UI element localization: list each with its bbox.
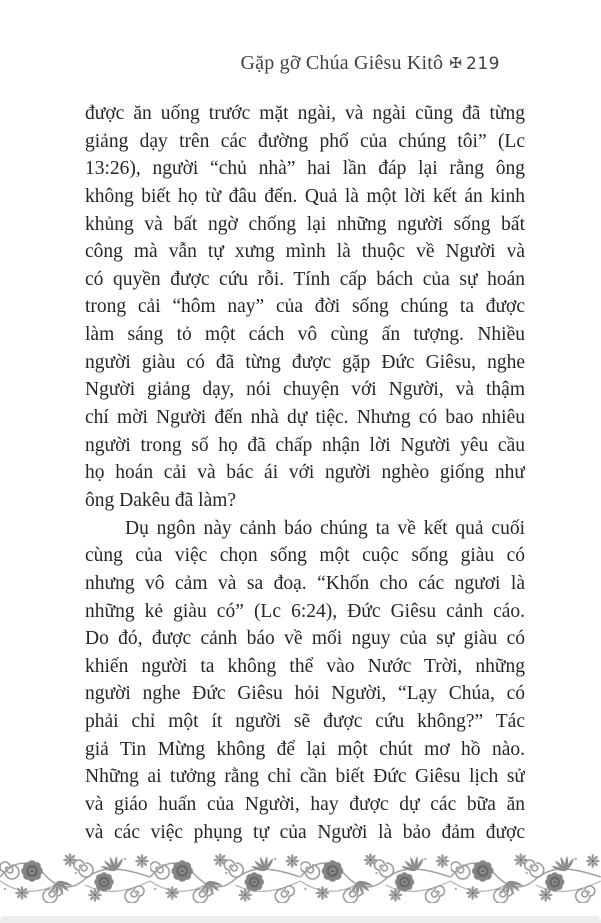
floral-border <box>0 851 601 903</box>
text-line: những kẻ giàu có” (Lc 6:24), Đức Giêsu cảnh cáo. <box>85 600 525 622</box>
text-line: họ hoán cải và bác ái với người nghèo giống như <box>85 462 525 484</box>
text-line: người giàu có đã từng được gặp Đức Giêsu, nghe <box>85 351 525 373</box>
cross-icon: ✠ <box>449 54 463 72</box>
text-line: Người giảng dạy, nói chuyện với Người, và thậm <box>85 379 525 401</box>
text-line: 13:26), người “chủ nhà” hai lần đáp lại rằng ông <box>85 158 525 180</box>
text-line: và giáo huấn của Người, hay được dự các bữa ăn <box>85 794 525 816</box>
text-line: giảng dạy trên các đường phố của chúng tôi” (Lc <box>85 130 525 152</box>
text-line: làm sáng tỏ một cách vô cùng ấn tượng. Nhiều <box>85 324 525 346</box>
text-line: và các việc phụng tự của Người là bảo đảm được <box>85 821 525 843</box>
body-text <box>85 100 525 846</box>
text-line: trong cải “hôm nay” của đời sống chúng ta được <box>85 296 525 318</box>
text-line: chí mời Người đến nhà dự tiệc. Nhưng có bao nhiêu <box>85 407 525 429</box>
text-line: có quyền được cứu rỗi. Tính cấp bách của sự hoán <box>85 268 525 290</box>
text-line: nhưng vô cảm và sa đoạ. “Khốn cho các ngươi là <box>85 572 525 594</box>
text-line: cùng của việc chọn sống một cuộc sống giàu có <box>85 545 525 567</box>
text-line: người trong số họ đã chấp nhận lời Người yêu cầu <box>85 434 525 456</box>
text-line: Dụ ngôn này cảnh báo chúng ta về kết quả cuối <box>125 517 525 539</box>
text-line: khủng và bất ngờ chống lại những người sống bất <box>85 213 525 235</box>
text-line: không biết họ từ đâu đến. Quả là một lời kết án kinh <box>85 185 525 207</box>
text-line: ông Dakêu đã làm? <box>85 489 237 511</box>
text-line: người nghe Đức Giêsu hỏi Người, “Lạy Chúa, có <box>85 683 525 705</box>
page-number: 219 <box>466 54 500 74</box>
text-line: phải chỉ một ít người sẽ được cứu không?” Tác <box>85 711 525 733</box>
text-line: giả Tin Mừng không để lại một chút mơ hồ nào. <box>85 738 525 760</box>
text-line: công mà vẫn tự xưng mình là thuộc về Người và <box>85 241 525 263</box>
bottom-edge-bar <box>0 916 601 923</box>
book-title: Gặp gỡ Chúa Giêsu Kitô <box>240 52 444 74</box>
text-line: khiến người ta không thể vào Nước Trời, những <box>85 655 525 677</box>
text-line: được ăn uống trước mặt ngài, và ngài cũng đã từng <box>85 103 525 124</box>
text-line: Do đó, được cảnh báo về mối nguy của sự giàu có <box>85 628 525 650</box>
text-line: Những ai tưởng rằng chỉ cần biết Đức Giêsu lịch sử <box>85 766 525 788</box>
page-header <box>0 52 500 75</box>
